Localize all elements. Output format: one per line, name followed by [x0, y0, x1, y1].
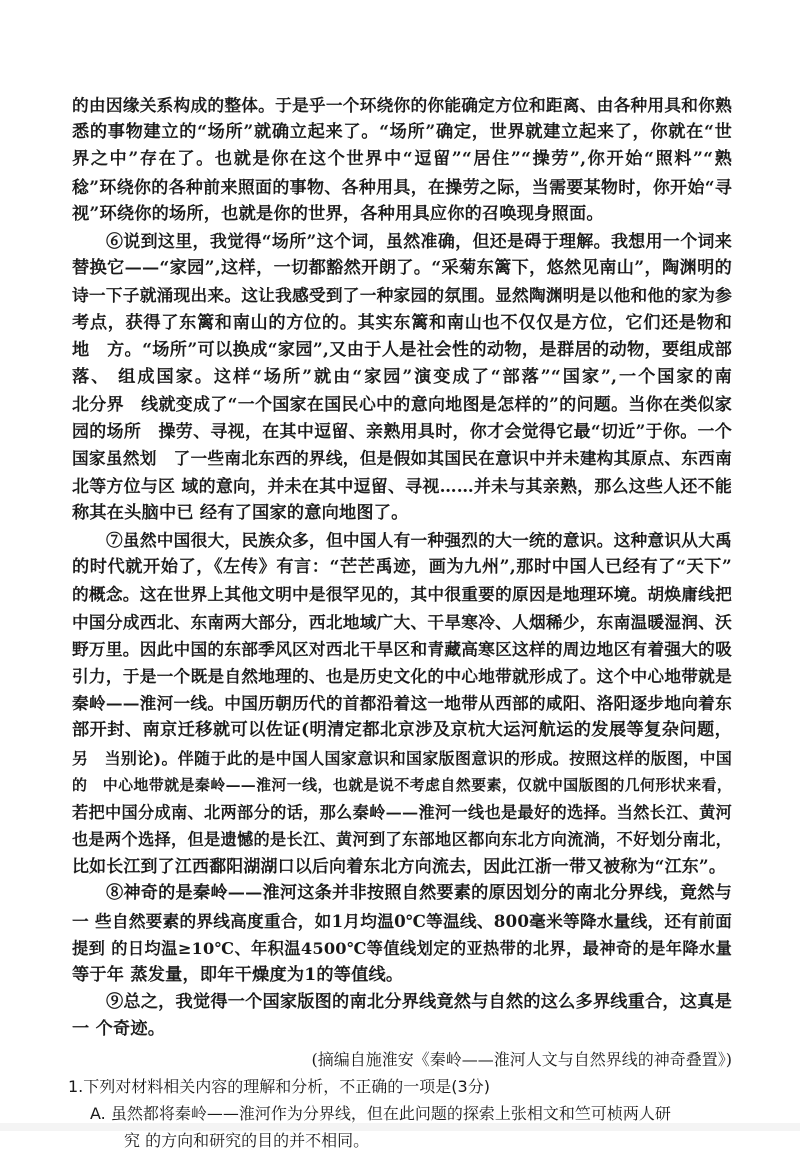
text-line: ⑦虽然中国很大，民族众多，但中国人有一种强烈的大一统的意识。这种意识从大禹 [106, 530, 732, 550]
text-line: 的由因缘关系构成的整体。于是乎一个环绕你的你能确定方位和距离、由各种用具和你熟 [72, 95, 732, 115]
text-line: 若把中国分成南、北两部分的话，那么秦岭——淮河一线也是最好的选择。当然长江、黄河 [72, 802, 732, 822]
text-line: 部开封、南京迁移就可以佐证(明清定都北京涉及京杭大运河航运的发展等复杂问题， [72, 720, 732, 741]
text-line: 北等方位与区 域的意向，并未在其中逗留、寻视……并未与其亲熟，那么这些人还不能 [72, 475, 732, 496]
text-line: 引力，于是一个既是自然地理的、也是历史文化的中心地带就形成了。这个中心地带就是 [72, 665, 732, 686]
text-line: 另 当别论)。伴随于此的是中国人国家意识和国家版图意识的形成。按照这样的版图，中国 [72, 748, 732, 768]
text-line: 一 些自然要素的界线高度重合，如1月均温0℃等温线、800毫米等降水量线，还有前面 [72, 910, 732, 931]
text-line: 地 方。“场所”可以换成“家园”,又由于人是社会性的动物，是群居的动物，要组成部 [72, 339, 732, 360]
paragraph-6 [72, 228, 732, 527]
source-citation: (摘编自施淮安《秦岭——淮河人文与自然界线的神奇叠置》) [311, 1049, 732, 1069]
text-line: 的时代就开始了，《左传》有言：“芒芒禹迹，画为九州”,那时中国人已经有了“天下” [72, 557, 732, 578]
paragraph-5-tail [72, 92, 732, 228]
text-line: 也是两个选择，但是遗憾的是长江、黄河到了东部地区都向东北方向流淌，不好划分南北， [72, 830, 732, 850]
text-line: 野万里。因此中国的东部季风区对西北干旱区和青藏高寒区这样的周边地区有着强大的吸 [72, 638, 732, 659]
text-line: ⑥说到这里，我觉得“场所”这个词，虽然准确，但还是碍于理解。我想用一个词来 [106, 230, 732, 251]
text-line: ⑧神奇的是秦岭——淮河这条并非按照自然要素的原因划分的南北分界线，竟然与 [106, 883, 732, 904]
option-a-line-1: A. 虽然都将秦岭——淮河作为分界线，但在此问题的探索上张相文和竺可桢两人研 [90, 1103, 671, 1123]
text-line: 视”环绕你的场所，也就是你的世界，各种用具应你的召唤现身照面。 [72, 203, 604, 224]
text-line: ⑨总之，我觉得一个国家版图的南北分界线竟然与自然的这么多界线重合，这真是 [106, 992, 732, 1013]
text-line: 北分界 线就变成了“一个国家在国民心中的意向地图是怎样的”的问题。当你在类似家 [72, 394, 732, 415]
text-line: 中国分成西北、东南两大部分，西北地域广大、干旱寒冷、人烟稀少，东南温暖湿润、沃 [72, 611, 732, 632]
question-stem: 1.下列对材料相关内容的理解和分析，不正确的一项是(3分) [68, 1076, 490, 1096]
text-line: 比如长江到了江西鄱阳湖湖口以后向着东北方向流去，因此江浙一带又被称为“江东”。 [72, 856, 726, 877]
text-line: 落、 组成国家。这样“场所”就由“家园”演变成了“部落”“国家”,一个国家的南 [72, 366, 733, 387]
text-line: 秦岭——淮河一线。中国历朝历代的首都沿着这一地带从西部的咸阳、洛阳逐步地向着东 [72, 693, 732, 714]
page-bottom-edge [0, 1123, 800, 1131]
text-line: 国家虽然划 了一些南北东西的界线，但是假如其国民在意识中并未建构其原点、东西南 [72, 448, 732, 469]
paragraph-8 [72, 880, 732, 989]
text-line: 悉的事物建立的“场所”就确立起来了。“场所”确定，世界就建立起来了，你就在“世 [72, 122, 732, 143]
text-line: 园的场所 操劳、寻视，在其中逗留、亲熟用具时，你才会觉得它最“切近”于你。一个 [72, 421, 732, 442]
text-line: 诗一下子就涌现出来。这让我感受到了一种家园的氛围。显然陶渊明是以他和他的家为参 [72, 285, 732, 306]
text-line: 称其在头脑中已 经有了国家的意向地图了。 [72, 502, 409, 523]
question-block [68, 1074, 732, 1154]
passage-body [68, 92, 733, 1154]
text-line: 界之中”存在了。也就是你在这个世界中“逗留”“居住”“操劳”,你开始“照料”“熟 [72, 149, 732, 170]
paragraph-7 [72, 527, 732, 880]
text-line: 考点，获得了东篱和南山的方位的。其实东篱和南山也不仅仅是方位，它们还是物和 [72, 312, 732, 333]
text-line: 提到 的日均温≥10℃、年积温4500℃等值线划定的亚热带的北界，最神奇的是年降水量 [72, 938, 732, 958]
text-line: 等于年 蒸发量，即年干燥度为1的等值线。 [72, 965, 404, 985]
text-line: 替换它——“家园”,这样，一切都豁然开朗了。“采菊东篱下，悠然见南山”，陶渊明的 [72, 258, 732, 279]
paragraph-9 [72, 989, 732, 1043]
text-line: 一 个奇迹。 [72, 1019, 166, 1040]
text-line: 的 中心地带就是秦岭——淮河一线，也就是说不考虑自然要素，仅就中国版图的几何形状来看， [72, 775, 732, 794]
text-line: 的概念。这在世界上其他文明中是很罕见的，其中很重要的原因是地理环境。胡焕庸线把 [72, 584, 732, 605]
option-a-line-2: 究 的方向和研究的目的并不相同。 [124, 1130, 370, 1150]
text-line: 稔”环绕你的各种前来照面的事物、各种用具，在操劳之际，当需要某物时，你开始“寻 [72, 176, 732, 197]
